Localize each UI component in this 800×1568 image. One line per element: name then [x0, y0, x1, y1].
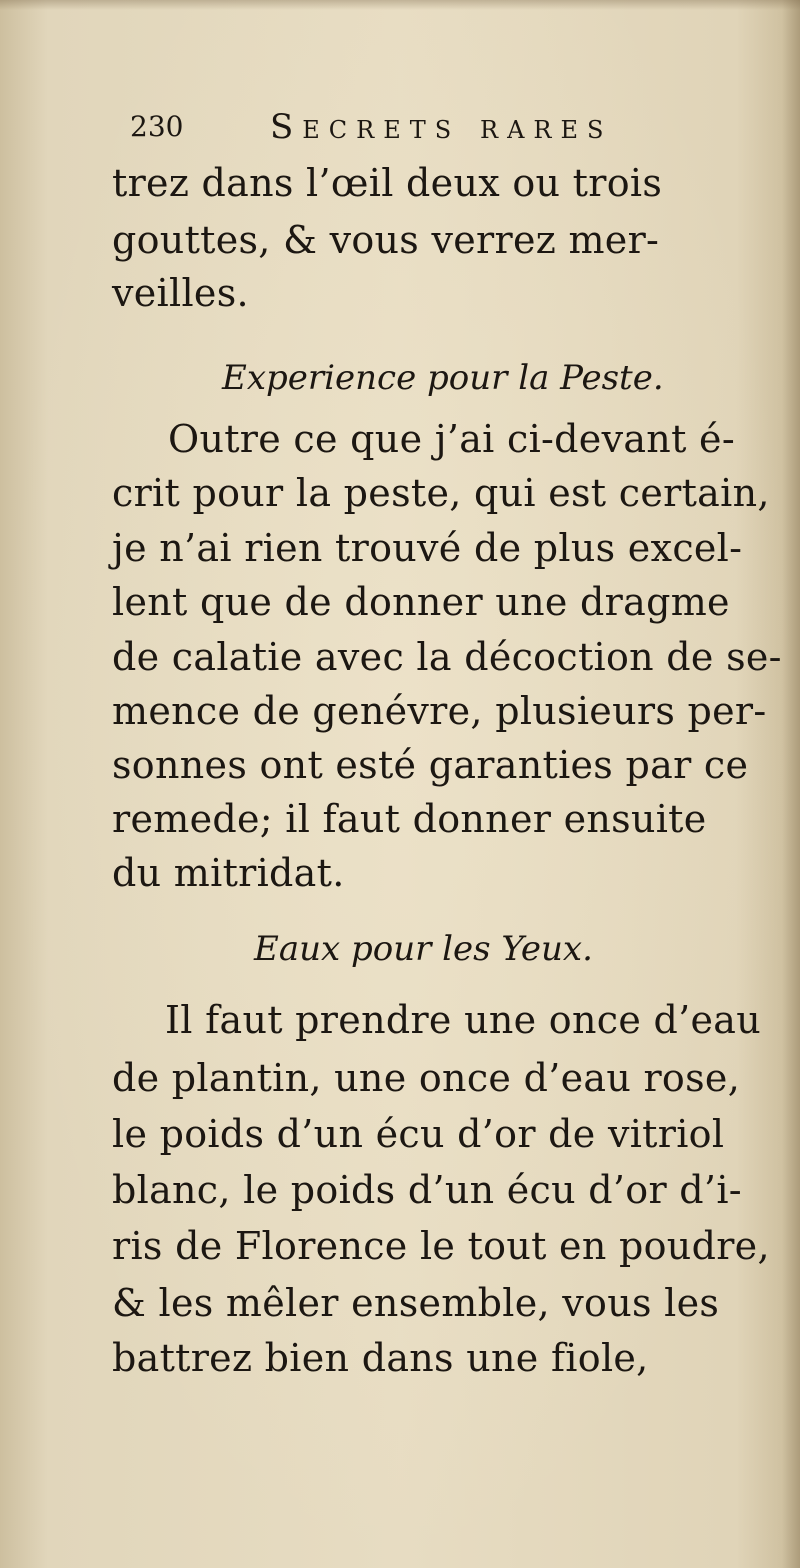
text-line: crit pour la peste, qui est certain, [112, 471, 770, 515]
text-line: Il faut prendre une once d’eau [165, 998, 762, 1042]
page-top-shadow [0, 0, 800, 10]
text-line: du mitridat. [112, 851, 345, 895]
text-line: sonnes ont esté garanties par ce [112, 743, 749, 787]
text-line: ris de Florence le tout en poudre, [112, 1224, 770, 1268]
text-line: & les mêler ensemble, vous les [112, 1281, 720, 1325]
text-line: de calatie avec la décoction de se- [112, 635, 782, 679]
text-line: mence de genévre, plusieurs per- [112, 689, 767, 733]
text-line: veilles. [112, 271, 249, 315]
running-title: Secrets rares [270, 107, 613, 147]
text-line: remede; il faut donner ensuite [112, 797, 707, 841]
page-number: 230 [130, 110, 184, 143]
section-heading: Eaux pour les Yeux. [254, 929, 593, 969]
text-line: blanc, le poids d’un écu d’or d’i- [112, 1168, 742, 1212]
text-line: gouttes, & vous verrez mer- [112, 218, 660, 262]
text-line: Outre ce que j’ai ci-devant é- [168, 417, 735, 461]
page-edge-shadow [782, 0, 800, 1568]
text-line: le poids d’un écu d’or de vitriol [112, 1112, 725, 1156]
text-line: battrez bien dans une fiole, [112, 1336, 649, 1380]
text-line: de plantin, une once d’eau rose, [112, 1056, 741, 1100]
section-heading: Experience pour la Peste. [222, 358, 664, 398]
text-line: lent que de donner une dragme [112, 580, 730, 624]
page-header [130, 102, 690, 152]
text-line: trez dans l’œil deux ou trois [112, 161, 663, 205]
text-line: je n’ai rien trouvé de plus excel- [112, 526, 743, 570]
